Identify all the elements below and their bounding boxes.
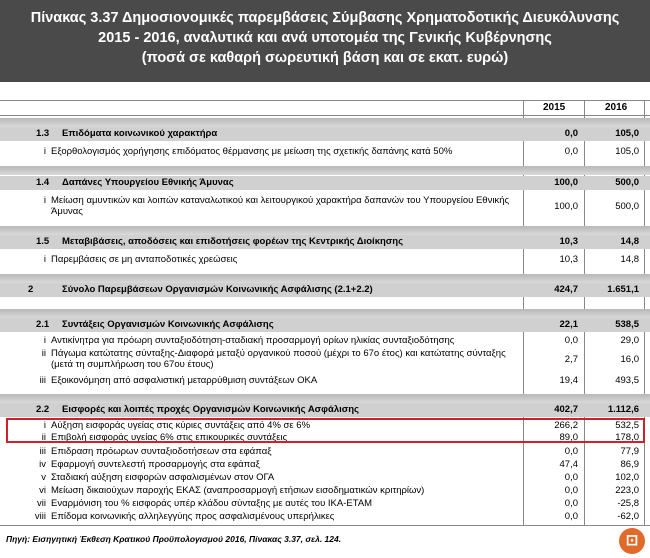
spacer-band: [0, 226, 650, 235]
row-label: Εφαρμογή συντελεστή προσαρμογής στα εφάπαξ: [51, 459, 260, 470]
spacer-band: [0, 118, 650, 127]
value-2016: -25,8: [617, 498, 639, 509]
value-2015: 0,0: [564, 446, 578, 457]
value-2015: 47,4: [559, 459, 578, 470]
value-2016: 1.651,1: [607, 284, 639, 295]
section-row: [0, 403, 650, 417]
row-label: Επίδομα κοινωνικής αλληλεγγύης προς ασφαλισμένους υπερήλικες: [51, 511, 335, 522]
row-label: Επιβολή εισφοράς υγείας 6% στις επικουρικές συντάξεις: [51, 432, 288, 443]
value-2015: 0,0: [564, 511, 578, 522]
value-2015: 424,7: [554, 284, 578, 295]
value-2015: 0,0: [564, 335, 578, 346]
value-2015: 2,7: [564, 354, 578, 365]
row-label: Παρεμβάσεις σε μη ανταποδοτικές χρεώσεις: [51, 254, 238, 265]
row-label: Μείωση αμυντικών και λοιπών καταναλωτικού και λειτουργικού χαρακτήρα δαπανών του Υπουργείου Εθνικής Άμυνας: [51, 195, 510, 217]
value-2015: 19,4: [559, 375, 578, 386]
value-2015: 100,0: [554, 201, 578, 212]
value-2016: 500,0: [615, 201, 639, 212]
value-2015: 89,0: [559, 432, 578, 443]
value-2016: 29,0: [620, 335, 639, 346]
section-label: Συντάξεις Οργανισμών Κοινωνικής Ασφάλισης: [62, 319, 274, 330]
value-2015: 0,0: [564, 485, 578, 496]
section-number: 1.3: [36, 128, 50, 139]
header-bottom-rule: [0, 115, 650, 116]
table-row: [0, 195, 650, 219]
row-label: Επιδραση πρόωρων συνταξιοδοτήσεων στα εφάπαξ: [51, 446, 272, 457]
value-2015: 10,3: [559, 236, 578, 247]
section-number: 2: [28, 284, 34, 295]
section-row: [0, 235, 650, 249]
row-label: Εξορθολογισμός χορήγησης επιδόματος θέρμανσης με μείωση της σχετικής δαπάνης κατά 50%: [51, 146, 453, 157]
roman-index: ii: [41, 432, 46, 443]
section-label: Σύνολο Παρεμβάσεων Οργανισμών Κοινωνικής Ασφάλισης (2.1+2.2): [62, 284, 373, 295]
section-row: [0, 127, 650, 141]
roman-index: ii: [41, 348, 46, 359]
value-2015: 10,3: [559, 254, 578, 265]
roman-index: vi: [39, 485, 46, 496]
title-line-2: 2015 - 2016, αναλυτικά και ανά υποτομέα της Γενικής Κυβέρνησης: [98, 30, 552, 46]
value-2016: 1.112,6: [607, 404, 639, 415]
table-bottom-rule: [0, 525, 650, 526]
value-2015: 22,1: [559, 319, 578, 330]
section-number: 1.4: [36, 177, 50, 188]
row-label: Αντικίνητρα για πρόωρη συνταξιοδότηση-σταδιακή προσαρμογή ορίων ηλικίας συνταξιοδότησης: [51, 335, 455, 346]
section-label: Εισφορές και λοιπές προχές Οργανισμών Κοινωνικής Ασφάλισης: [62, 404, 359, 415]
row-label: Εξοικονόμηση από ασφαλιστική μεταρρύθμιση συντάξεων ΟΚΑ: [51, 375, 318, 386]
column-2016: 2016: [605, 102, 628, 113]
value-2015: 0,0: [564, 128, 578, 139]
bracket-icon: ⊡: [619, 528, 645, 554]
value-2015: 0,0: [564, 472, 578, 483]
row-label: Σταδιακή αύξηση εισφορών ασφαλισμένων στον ΟΓΑ: [51, 472, 275, 483]
table-title: [0, 0, 650, 82]
roman-index: i: [43, 146, 46, 157]
section-number: 2.2: [36, 404, 50, 415]
value-2016: 86,9: [620, 459, 639, 470]
value-2016: 500,0: [615, 177, 639, 188]
roman-index: iii: [39, 375, 46, 386]
roman-index: v: [41, 472, 46, 483]
section-row: [0, 318, 650, 332]
value-2016: 105,0: [615, 128, 639, 139]
row-label: Μείωση δικαιούχων παροχής ΕΚΑΣ (αναπροσαρμογή ετήσιων εισοδηματικών κριτηρίων): [51, 485, 425, 496]
highlight-box: [6, 418, 645, 443]
value-2016: 178,0: [615, 432, 639, 443]
value-2015: 402,7: [554, 404, 578, 415]
value-2015: 0,0: [564, 498, 578, 509]
value-2016: 77,9: [620, 446, 639, 457]
value-2016: 223,0: [615, 485, 639, 496]
roman-index: i: [43, 335, 46, 346]
roman-index: viii: [34, 511, 46, 522]
value-2015: 0,0: [564, 146, 578, 157]
spacer-band: [0, 394, 650, 403]
section-number: 2.1: [36, 319, 50, 330]
value-2016: 16,0: [620, 354, 639, 365]
section-number: 1.5: [36, 236, 50, 247]
table-row: [0, 348, 650, 372]
roman-index: i: [43, 195, 46, 206]
row-label: Εναρμόνιση του % εισφοράς υπέρ κλάδου σύνταξης με αυτές του ΙΚΑ-ΕΤΑΜ: [51, 498, 373, 509]
spacer-band: [0, 166, 650, 175]
source-note: Πηγή: Εισηγητική Έκθεση Κρατικού Προϋπολογισμού 2016, Πίνακας 3.37, σελ. 124.: [6, 534, 342, 544]
section-label: Μεταβιβάσεις, αποδόσεις και επιδοτήσεις φορέων της Κεντρικής Διοίκησης: [62, 236, 404, 247]
value-2016: 493,5: [615, 375, 639, 386]
section-row: [0, 176, 650, 190]
row-label: Πάγωμα κατώτατης σύνταξης-Διαφορά μεταξύ οργανικού ποσού (μέχρι το 67ο έτος) και κατώτατης σύνταξης (μετά τη συμπλήρωση του 67ου έτους): [51, 348, 506, 370]
column-2015: 2015: [543, 102, 566, 113]
section-label: Δαπάνες Υπουργείου Εθνικής Άμυνας: [62, 177, 234, 188]
roman-index: i: [43, 420, 46, 431]
value-2016: 105,0: [615, 146, 639, 157]
roman-index: iii: [39, 446, 46, 457]
value-2016: -62,0: [617, 511, 639, 522]
value-2016: 532,5: [615, 420, 639, 431]
value-2016: 538,5: [615, 319, 639, 330]
value-2015: 266,2: [554, 420, 578, 431]
section-label: Επιδόματα κοινωνικού χαρακτήρα: [62, 128, 218, 139]
value-2016: 14,8: [620, 236, 639, 247]
title-line-1: Πίνακας 3.37 Δημοσιονομικές παρεμβάσεις Σύμβασης Χρηματοδοτικής Διευκόλυνσης: [30, 10, 620, 26]
roman-index: iv: [39, 459, 46, 470]
spacer-band: [0, 309, 650, 318]
column-headers: [527, 101, 637, 115]
spacer-band: [0, 274, 650, 283]
value-2015: 100,0: [554, 177, 578, 188]
value-2016: 14,8: [620, 254, 639, 265]
value-2016: 102,0: [615, 472, 639, 483]
row-label: Αύξηση εισφοράς υγείας στις κύριες συντάξεις από 4% σε 6%: [51, 420, 311, 431]
title-line-3: (ποσά σε καθαρή σωρευτική βάση και σε εκατ. ευρώ): [141, 50, 509, 66]
section-row: [0, 283, 650, 297]
roman-index: i: [43, 254, 46, 265]
roman-index: vii: [37, 498, 46, 509]
